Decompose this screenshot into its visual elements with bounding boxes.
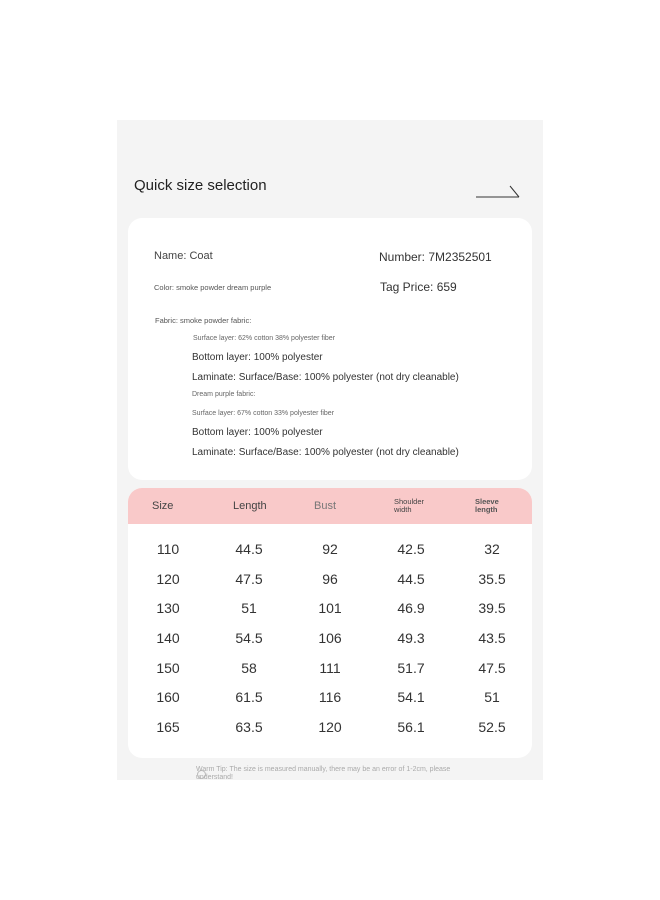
dream-bottom-layer: Bottom layer: 100% polyester xyxy=(192,427,323,438)
table-row xyxy=(128,534,532,564)
table-row xyxy=(128,682,532,712)
table-cell: 96 xyxy=(322,570,338,587)
arrow-right-icon xyxy=(475,183,521,199)
table-cell: 120 xyxy=(156,570,180,587)
dream-laminate: Laminate: Surface/Base: 100% polyester (not dry cleanable) xyxy=(192,447,459,458)
product-number: Number: 7M2352501 xyxy=(379,250,492,264)
table-cell: 54.5 xyxy=(235,629,263,646)
table-cell: 43.5 xyxy=(478,629,506,646)
table-row xyxy=(128,564,532,594)
product-color: Color: smoke powder dream purple xyxy=(154,283,272,292)
table-cell: 35.5 xyxy=(478,570,506,587)
table-cell: 63.5 xyxy=(235,718,263,735)
page-title: Quick size selection xyxy=(134,177,267,194)
table-cell: 120 xyxy=(318,718,342,735)
table-row xyxy=(128,623,532,653)
table-cell: 165 xyxy=(156,718,180,735)
smoke-laminate: Laminate: Surface/Base: 100% polyester (not dry cleanable) xyxy=(192,372,459,383)
table-cell: 101 xyxy=(318,600,342,617)
table-cell: 130 xyxy=(156,600,180,617)
table-cell: 51 xyxy=(484,689,500,706)
table-cell: 47.5 xyxy=(235,570,263,587)
size-table-header xyxy=(128,488,532,524)
table-cell: 110 xyxy=(156,540,180,557)
table-cell: 52.5 xyxy=(478,718,506,735)
table-cell: 140 xyxy=(156,629,180,646)
size-table xyxy=(128,488,532,758)
header-size: Size xyxy=(152,500,174,512)
table-cell: 44.5 xyxy=(397,570,425,587)
table-cell: 46.9 xyxy=(397,600,425,617)
table-cell: 44.5 xyxy=(235,540,263,557)
size-guide-panel xyxy=(117,120,543,780)
table-cell: 106 xyxy=(318,629,342,646)
table-cell: 58 xyxy=(241,659,257,676)
tag-price: Tag Price: 659 xyxy=(380,280,457,294)
table-cell: 160 xyxy=(156,689,180,706)
table-cell: 51.7 xyxy=(397,659,425,676)
header-bust: Bust xyxy=(314,500,337,512)
dream-fabric-label: Dream purple fabric: xyxy=(192,391,256,398)
table-row xyxy=(128,653,532,683)
size-table-body xyxy=(128,534,532,742)
table-cell: 111 xyxy=(319,659,341,676)
product-name: Name: Coat xyxy=(154,250,213,262)
table-cell: 92 xyxy=(322,540,338,557)
table-cell: 42.5 xyxy=(397,540,425,557)
product-info-card xyxy=(128,218,532,480)
fabric-label: Fabric: smoke powder fabric: xyxy=(155,316,252,325)
table-cell: 116 xyxy=(318,689,342,706)
smoke-bottom-layer: Bottom layer: 100% polyester xyxy=(192,352,323,363)
table-cell: 150 xyxy=(156,659,180,676)
table-cell: 49.3 xyxy=(397,629,425,646)
smoke-surface-layer: Surface layer: 62% cotton 38% polyester fiber xyxy=(193,335,336,342)
table-cell: 39.5 xyxy=(478,600,506,617)
table-cell: 32 xyxy=(484,540,500,557)
header-length: Length xyxy=(233,500,267,512)
header-shoulder-width: Shoulder width xyxy=(394,497,425,514)
header-sleeve-length: Sleeve length xyxy=(475,497,499,514)
table-row xyxy=(128,712,532,742)
table-cell: 54.1 xyxy=(397,689,425,706)
table-cell: 61.5 xyxy=(235,689,263,706)
warm-tip: Warm Tip: The size is measured manually, there may be an error of 1-2cm, please understand! xyxy=(196,766,451,780)
table-row xyxy=(128,593,532,623)
table-cell: 56.1 xyxy=(397,718,425,735)
table-cell: 47.5 xyxy=(478,659,506,676)
dream-surface-layer: Surface layer: 67% cotton 33% polyester fiber xyxy=(192,410,335,417)
table-cell: 51 xyxy=(241,600,257,617)
